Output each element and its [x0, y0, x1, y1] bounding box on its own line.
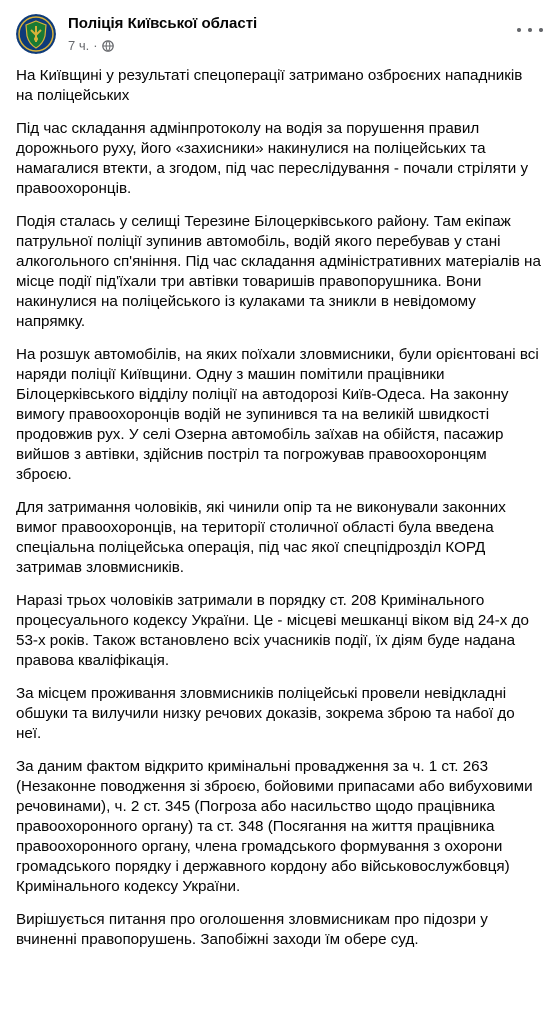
post-paragraph: На розшук автомобілів, на яких поїхали зловмисники, були орієнтовані всі наряди поліції Київщини. Одну з машин помітили працівники Білоцерківського відділу поліції на автодорозі Київ-Одеса. На законну вимогу правоохоронців водій не зупинився та на великій швидкості продовжив рух. У селі Озерна автомобіль заїхав на обійстя, пасажир вийшов з автівки, здійснив постріл та погрожував правоохоронцям зброєю.: [16, 346, 539, 483]
post-paragraph: За місцем проживання зловмисників поліцейські провели невідкладні обшуки та вилучили низку речових доказів, зокрема зброю та набої до неї.: [16, 685, 515, 742]
post-paragraph: За даним фактом відкрито кримінальні провадження за ч. 1 ст. 263 (Незаконне поводження зі зброєю, бойовими припасами або вибуховими речовинами), ч. 2 ст. 345 (Погроза або насильство щодо працівника правоохоронного органу) та ст. 348 (Посягання на життя працівника правоохоронного органу, члена громадського формування з охорони громадського порядку і державного кордону або військовослужбовця) Кримінального кодексу України.: [16, 758, 533, 895]
post-paragraph: Наразі трьох чоловіків затримали в порядку ст. 208 Кримінального процесуального кодексу України. Це - місцеві мешканці віком від 24-х до 53-х років. Також встановлено всіх учасників події, їх діям буде надана правова кваліфікація.: [16, 592, 529, 669]
avatar[interactable]: [16, 14, 56, 54]
more-horizontal-icon: [539, 28, 543, 32]
post-paragraph: На Київщині у результаті спецоперації затримано озброєних нападників на поліцейських: [16, 67, 523, 104]
post-paragraph: Для затримання чоловіків, які чинили опір та не виконували законних вимог правоохоронців, на території столичної області була введена спеціальна поліцейська операція, під час якої спецпідрозділ КОРД затримав зловмисників.: [16, 499, 506, 576]
post-paragraph: Подія сталась у селищі Терезине Білоцерківського району. Там екіпаж патрульної поліції зупинив автомобіль, водій якого перебував у стані алкогольного сп'яніння. Під час складання адміністративних матеріалів на місце події під'їхали три автівки товаришів правопорушника. Вони накинулися на поліцейського із кулаками та зникли в невідомому напрямку.: [16, 213, 541, 330]
post-timestamp[interactable]: 7 ч.: [68, 38, 90, 53]
page-name-link[interactable]: Поліція Київської області: [68, 15, 258, 32]
post-meta: [68, 38, 114, 53]
police-emblem-icon: [16, 14, 56, 54]
post-paragraph: Вирішується питання про оголошення зловмисникам про підозри у вчиненні правопорушень. Запобіжні заходи їм обере суд.: [16, 911, 488, 948]
more-options-button[interactable]: [517, 22, 543, 38]
post-body: [0, 66, 557, 950]
more-horizontal-icon: [517, 28, 521, 32]
post-header: [0, 0, 557, 66]
more-horizontal-icon: [528, 28, 532, 32]
globe-icon[interactable]: [102, 40, 114, 52]
meta-separator: ·: [93, 38, 98, 53]
post-paragraph: Під час складання адмінпротоколу на водія за порушення правил дорожнього руху, його «захисники» накинулися на поліцейських та намагалися втекти, а згодом, під час переслідування - почали стріляти у правоохоронців.: [16, 120, 529, 197]
